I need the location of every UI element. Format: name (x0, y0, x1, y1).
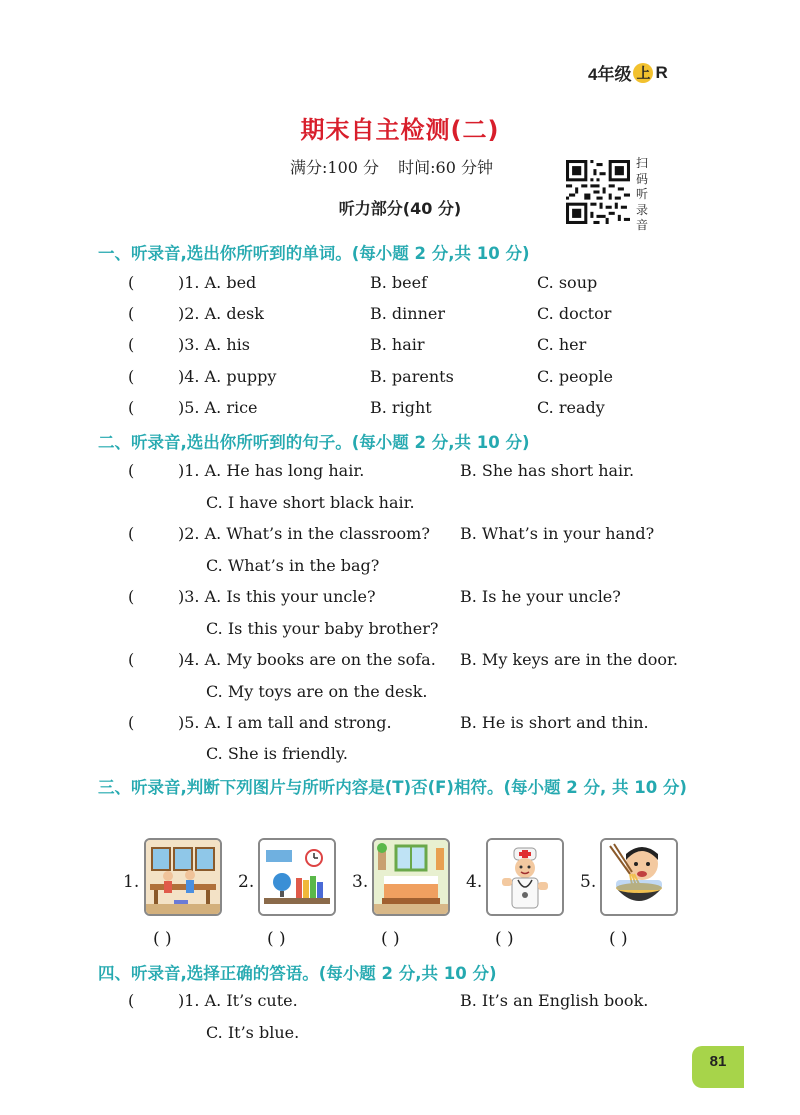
question-option-a: )3. A. his (178, 335, 250, 354)
exam-meta (290, 155, 507, 178)
question-option-b: B. Is he your uncle? (460, 587, 621, 606)
answer-paren[interactable]: ( (128, 398, 135, 417)
question-option-b: B. My keys are in the door. (460, 650, 678, 669)
question-option-c: C. What’s in the bag? (206, 556, 380, 575)
question-option-c: C. Is this your baby brother? (206, 619, 439, 638)
picture-number: 1. (123, 872, 140, 892)
doctor-icon (488, 840, 562, 914)
section-4-heading: 四、听录音,选择正确的答语。(每小题 2 分,共 10 分) (98, 964, 497, 983)
question-option-b: B. What’s in your hand? (460, 524, 655, 543)
question-option-a: )1. A. He has long hair. (178, 461, 365, 480)
question-option-b: B. right (370, 398, 432, 417)
answer-paren[interactable]: ( (128, 991, 135, 1010)
question-option-c: C. She is friendly. (206, 744, 348, 763)
page-number: 81 (692, 1046, 744, 1088)
answer-blank[interactable]: ( ) (267, 929, 286, 949)
question-option-c: C. I have short black hair. (206, 493, 415, 512)
question-option-a: )1. A. bed (178, 273, 257, 292)
qr-caption-char: 码 (635, 171, 648, 186)
question-option-a: )3. A. Is this your uncle? (178, 587, 376, 606)
picture-doctor (486, 838, 564, 916)
question-option-c: C. It’s blue. (206, 1023, 300, 1042)
answer-paren[interactable]: ( (128, 335, 135, 354)
answer-blank[interactable]: ( ) (381, 929, 400, 949)
desk-icon (260, 840, 334, 914)
picture-bedroom (372, 838, 450, 916)
picture-number: 4. (466, 872, 483, 892)
grade-circle: 上 (633, 63, 653, 83)
answer-paren[interactable]: ( (128, 650, 135, 669)
section-3-heading: 三、听录音,判断下列图片与所听内容是(T)否(F)相符。(每小题 2 分, 共 10 分) (98, 778, 687, 797)
question-option-a: )1. A. It’s cute. (178, 991, 298, 1010)
answer-paren[interactable]: ( (128, 304, 135, 323)
answer-paren[interactable]: ( (128, 367, 135, 386)
qr-caption-char: 听 (635, 187, 648, 201)
section-1-heading: 一、听录音,选出你所听到的单词。(每小题 2 分,共 10 分) (98, 244, 530, 263)
qr-caption-char: 扫 (635, 156, 648, 170)
picture-number: 2. (238, 872, 255, 892)
question-option-b: B. dinner (370, 304, 446, 323)
section-2-heading: 二、听录音,选出你所听到的句子。(每小题 2 分,共 10 分) (98, 433, 530, 452)
answer-blank[interactable]: ( ) (609, 929, 628, 949)
question-option-c: C. soup (537, 273, 598, 292)
score-text: 满分:100 分 (290, 158, 380, 177)
question-option-b: B. It’s an English book. (460, 991, 649, 1010)
picture-number: 3. (352, 872, 369, 892)
question-option-b: B. parents (370, 367, 454, 386)
qr-caption-char: 录 (635, 202, 648, 217)
question-option-b: B. hair (370, 335, 425, 354)
answer-paren[interactable]: ( (128, 587, 135, 606)
answer-paren[interactable]: ( (128, 713, 135, 732)
question-option-a: )5. A. rice (178, 398, 258, 417)
picture-classroom (144, 838, 222, 916)
qr-code-icon[interactable] (566, 160, 630, 224)
question-option-c: C. ready (537, 398, 605, 417)
answer-blank[interactable]: ( ) (495, 929, 514, 949)
question-option-a: )4. A. puppy (178, 367, 277, 386)
page-title: 期末自主检测(二) (300, 116, 500, 144)
question-option-c: C. doctor (537, 304, 612, 323)
answer-paren[interactable]: ( (128, 461, 135, 480)
answer-blank[interactable]: ( ) (153, 929, 172, 949)
qr-caption-char: 音 (635, 218, 648, 232)
question-option-b: B. beef (370, 273, 428, 292)
listening-subtitle: 听力部分(40 分) (338, 199, 462, 218)
picture-desk (258, 838, 336, 916)
answer-paren[interactable]: ( (128, 273, 135, 292)
classroom-icon (146, 840, 220, 914)
question-option-a: )4. A. My books are on the sofa. (178, 650, 436, 669)
bedroom-icon (374, 840, 448, 914)
answer-paren[interactable]: ( (128, 524, 135, 543)
grade-prefix: 4年级 (588, 65, 632, 84)
question-option-b: B. She has short hair. (460, 461, 635, 480)
question-option-a: )2. A. desk (178, 304, 264, 323)
qr-caption (634, 156, 650, 234)
question-option-c: C. her (537, 335, 587, 354)
picture-noodles (600, 838, 678, 916)
question-option-b: B. He is short and thin. (460, 713, 649, 732)
question-option-a: )2. A. What’s in the classroom? (178, 524, 430, 543)
time-text: 时间:60 分钟 (398, 158, 493, 177)
noodles-icon (602, 840, 676, 914)
question-option-a: )5. A. I am tall and strong. (178, 713, 392, 732)
question-option-c: C. people (537, 367, 614, 386)
grade-label (588, 60, 668, 85)
picture-number: 5. (580, 872, 597, 892)
question-option-c: C. My toys are on the desk. (206, 682, 428, 701)
grade-suffix: R (655, 62, 668, 82)
